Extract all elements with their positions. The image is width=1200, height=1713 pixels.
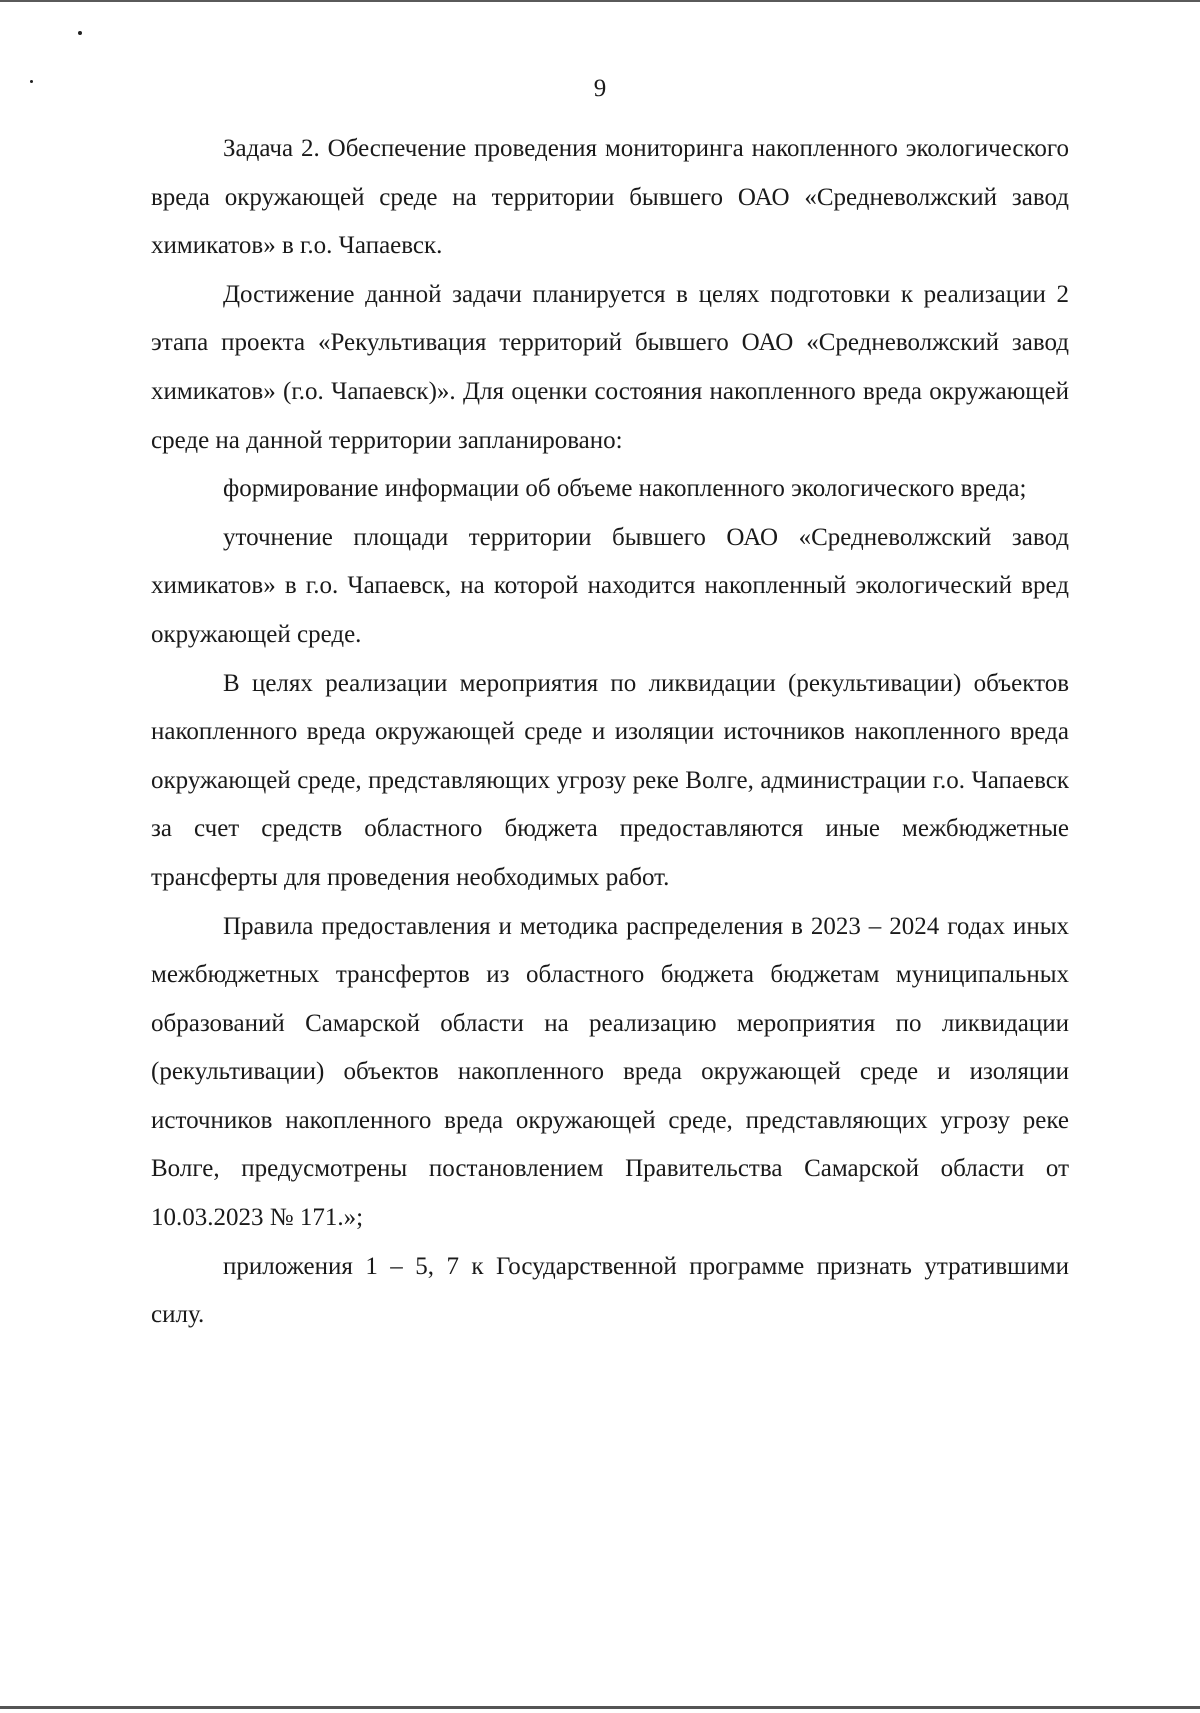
scan-edge-top <box>0 0 1200 2</box>
paragraph-list-item-information: формирование информации об объеме накопленного экологического вреда; <box>223 475 1027 503</box>
paragraph-task-achievement: Достижение данной задачи планируется в целях подготовки к реализации 2 этапа проекта «Рекультивация территорий бывшего ОАО «Средневолжский завод химикатов» (г.о. Чапаевск)». Для оценки состояния накопленного вреда окружающей среде на данной территории запланировано: <box>151 280 1069 454</box>
page-number: 9 <box>593 75 607 102</box>
paragraph-rules: Правила предоставления и методика распределения в 2023 – 2024 годах иных межбюджетных трансфертов из областного бюджета бюджетам муниципальных образований Самарской области на реализацию мероприятия по ликвидации (рекультивации) объектов накопленного вреда окружающей среде и изоляции источников накопленного вреда окружающей среде, представляющих угрозу реке Волге, предусмотрены постановлением Правительства Самарской области от 10.03.2023 № 171.»; <box>151 912 1069 1232</box>
scan-edge-bottom <box>0 1706 1200 1709</box>
paragraph-interbudget-transfers: В целях реализации мероприятия по ликвидации (рекультивации) объектов накопленного вреда окружающей среде и изоляции источников накопленного вреда окружающей среде, представляющих угрозу реке Волге, администрации г.о. Чапаевск за счет средств областного бюджета предоставляются иные межбюджетные трансферты для проведения необходимых работ. <box>151 669 1069 891</box>
paragraph-task-2: Задача 2. Обеспечение проведения мониторинга накопленного экологического вреда окружающей среде на территории бывшего ОАО «Средневолжский завод химикатов» в г.о. Чапаевск. <box>151 135 1069 260</box>
paragraph-list-item-area: уточнение площади территории бывшего ОАО «Средневолжский завод химикатов» в г.о. Чапаевск, на которой находится накопленный экологический вред окружающей среде. <box>151 523 1069 648</box>
document-body <box>151 125 1069 1340</box>
paragraph-annexes-void: приложения 1 – 5, 7 к Государственной программе признать утратившими силу. <box>151 1252 1069 1329</box>
scan-speck <box>78 31 82 35</box>
